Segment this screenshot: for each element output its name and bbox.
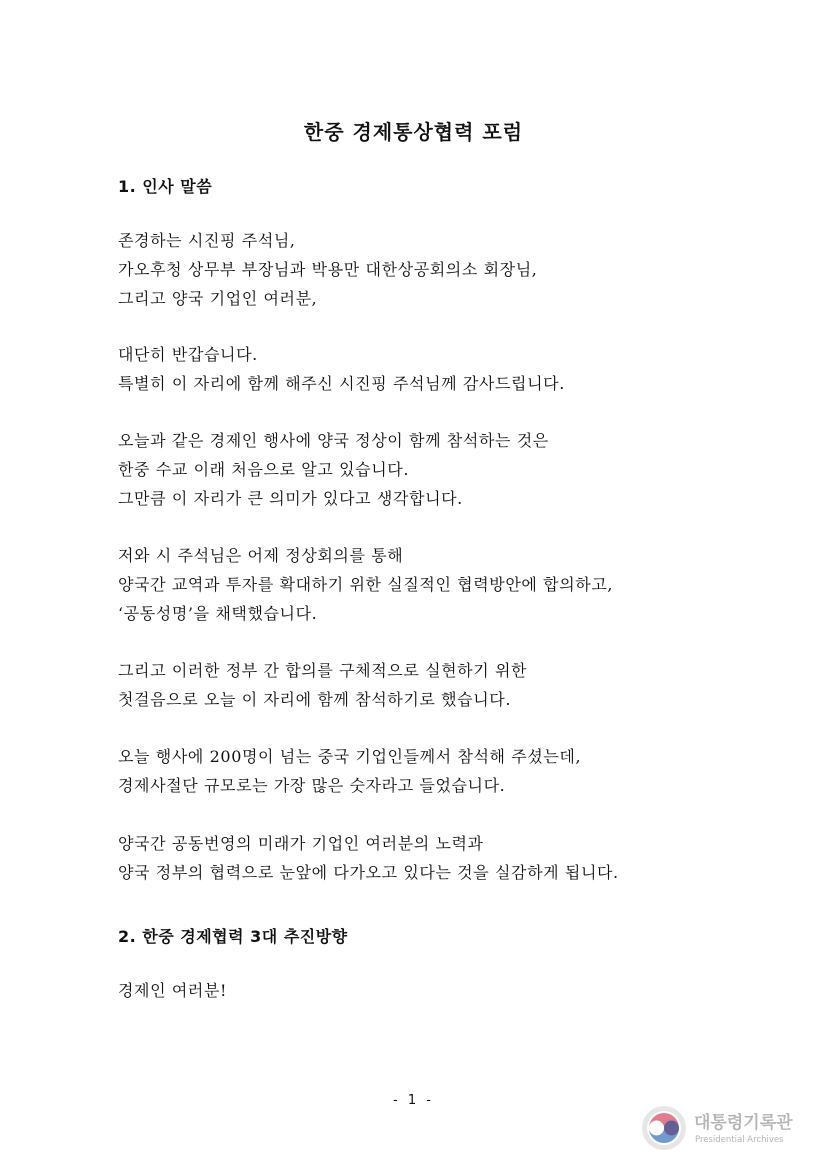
text-line: 양국간 공동번영의 미래가 기업인 여러분의 노력과 xyxy=(118,834,484,853)
text-line: 경제인 여러분! xyxy=(118,981,228,1000)
paragraph xyxy=(118,976,738,1005)
page-title: 한중 경제통상협력 포럼 xyxy=(303,120,524,144)
text-line: ‘공동성명’을 채택했습니다. xyxy=(118,604,318,623)
text-line: 가오후청 상무부 부장님과 박용만 대한상공회의소 회장님, xyxy=(118,260,538,279)
section-heading-1: 1. 인사 말씀 xyxy=(118,177,213,196)
paragraph xyxy=(118,426,738,513)
text-line: 그리고 이러한 정부 간 합의를 구체적으로 실현하기 위한 xyxy=(118,661,528,680)
text-line: 대단히 반갑습니다. xyxy=(118,345,258,364)
text-line: 경제사절단 규모로는 가장 많은 숫자라고 들었습니다. xyxy=(118,776,506,795)
text-line: 그만큼 이 자리가 큰 의미가 있다고 생각합니다. xyxy=(118,489,463,508)
text-line: 양국간 교역과 투자를 확대하기 위한 실질적인 협력방안에 합의하고, xyxy=(118,575,614,594)
paragraph xyxy=(118,742,738,800)
taegeuk-emblem-icon xyxy=(638,1104,818,1154)
archive-name-ko: 대통령기록관 xyxy=(694,1113,793,1133)
text-line: 저와 시 주석님은 어제 정상회의를 통해 xyxy=(118,546,404,565)
paragraph xyxy=(118,226,738,313)
text-line: 양국 정부의 협력으로 눈앞에 다가오고 있다는 것을 실감하게 됩니다. xyxy=(118,863,619,882)
paragraph xyxy=(118,340,738,398)
text-line: 존경하는 시진핑 주석님, xyxy=(118,231,296,250)
presidential-archives-watermark xyxy=(638,1104,818,1154)
text-line: 한중 수교 이래 처음으로 알고 있습니다. xyxy=(118,460,410,479)
archive-name-en: Presidential Archives xyxy=(695,1135,784,1145)
paragraph xyxy=(118,829,738,887)
text-line: 오늘과 같은 경제인 행사에 양국 정상이 함께 참석하는 것은 xyxy=(118,431,549,450)
section-heading-2: 2. 한중 경제협력 3대 추진방향 xyxy=(118,927,348,946)
text-line: 특별히 이 자리에 함께 해주신 시진핑 주석님께 감사드립니다. xyxy=(118,374,565,393)
page-number: - 1 - xyxy=(393,1093,434,1108)
text-line: 첫걸음으로 오늘 이 자리에 함께 참석하기로 했습니다. xyxy=(118,690,512,709)
paragraph xyxy=(118,656,738,714)
text-line: 오늘 행사에 200명이 넘는 중국 기업인들께서 참석해 주셨는데, xyxy=(118,747,582,766)
text-line: 그리고 양국 기업인 여러분, xyxy=(118,289,318,308)
paragraph xyxy=(118,541,738,628)
